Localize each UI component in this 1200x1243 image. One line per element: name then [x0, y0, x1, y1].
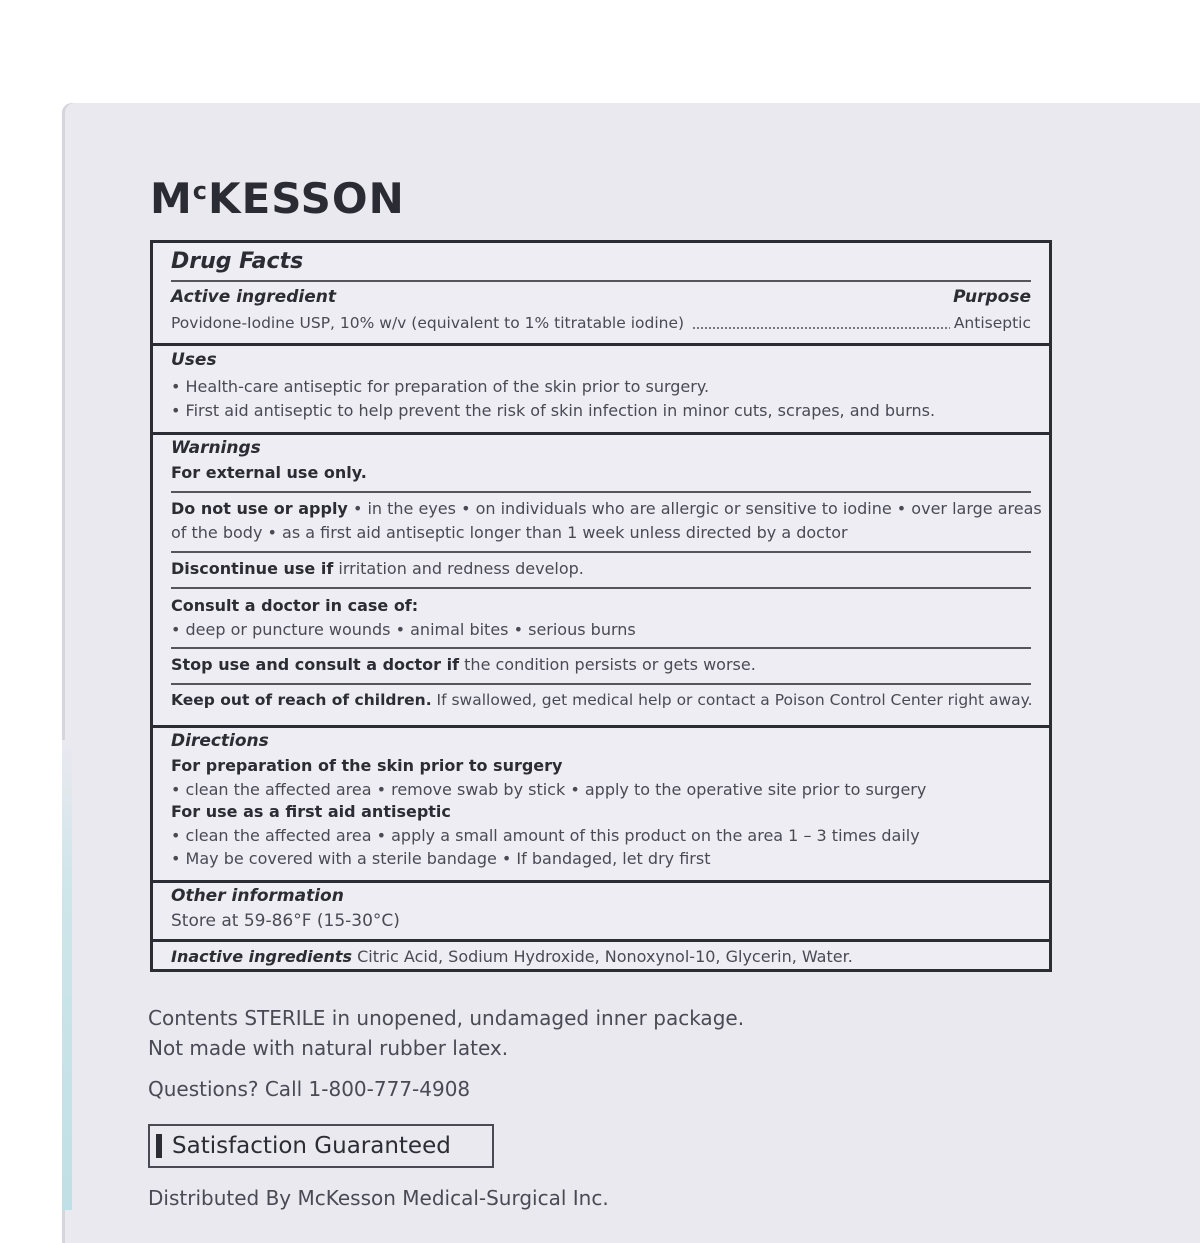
purpose-heading: Purpose [953, 287, 1031, 307]
uses-section [153, 343, 1049, 432]
distributor-text: Distributed By McKesson Medical-Surgical Inc. [148, 1186, 609, 1210]
purpose-text: Antiseptic [950, 314, 1031, 332]
bandage-items: • May be covered with a sterile bandage • If bandaged, let dry first [171, 849, 711, 868]
other-information-heading: Other information [171, 886, 344, 906]
first-aid-heading: For use as a first aid antiseptic [171, 802, 451, 821]
surgery-heading: For preparation of the skin prior to surgery [171, 756, 563, 775]
warnings-section [153, 432, 1049, 725]
inactive-ingredients-line: Inactive ingredients Citric Acid, Sodium Hydroxide, Nonoxynol-10, Glycerin, Water. [171, 947, 853, 966]
directions-section [153, 725, 1049, 880]
active-ingredient-heading: Active ingredient [171, 287, 336, 307]
leader-dots [693, 327, 955, 329]
keep-out-line: Keep out of reach of children. If swallowed, get medical help or contact a Poison Control Center right away. [171, 691, 1033, 709]
uses-item: • First aid antiseptic to help prevent the risk of skin infection in minor cuts, scrapes, and burns. [171, 401, 936, 420]
warnings-heading: Warnings [171, 438, 261, 458]
external-use-text: For external use only. [171, 463, 367, 482]
directions-heading: Directions [171, 731, 269, 751]
satisfaction-badge [148, 1124, 494, 1168]
divider [171, 551, 1031, 553]
drug-facts-title: Drug Facts [171, 249, 304, 274]
active-ingredient-text: Povidone-Iodine USP, 10% w/v (equivalent to 1% titratable iodine) [171, 314, 685, 332]
divider [171, 683, 1031, 685]
uses-item: • Health-care antiseptic for preparation of the skin prior to surgery. [171, 377, 710, 396]
inactive-ingredients-section [153, 939, 1049, 972]
uses-heading: Uses [171, 350, 217, 370]
questions-text: Questions? Call 1-800-777-4908 [148, 1077, 471, 1101]
consult-heading: Consult a doctor in case of: [171, 596, 419, 615]
divider [171, 587, 1031, 589]
satisfaction-label: Satisfaction Guaranteed [172, 1133, 451, 1159]
divider [171, 280, 1031, 282]
stop-use-line: Stop use and consult a doctor if the condition persists or gets worse. [171, 655, 756, 674]
latex-text: Not made with natural rubber latex. [148, 1036, 509, 1060]
do-not-use-line: Do not use or apply • in the eyes • on individuals who are allergic or sensitive to iodine • over large areas [171, 499, 1042, 518]
divider [171, 647, 1031, 649]
badge-bar [156, 1134, 162, 1158]
do-not-use-line-2: of the body • as a first aid antiseptic longer than 1 week unless directed by a doctor [171, 523, 848, 542]
first-aid-items: • clean the affected area • apply a small amount of this product on the area 1 – 3 times daily [171, 826, 920, 845]
brand-logo: $M^cKESSON$ [150, 174, 405, 223]
drug-facts-panel [150, 240, 1052, 972]
consult-items: • deep or puncture wounds • animal bites • serious burns [171, 620, 636, 639]
storage-text: Store at 59-86°F (15-30°C) [171, 911, 400, 931]
discontinue-line: Discontinue use if irritation and redness develop. [171, 559, 584, 578]
surgery-items: • clean the affected area • remove swab by stick • apply to the operative site prior to surgery [171, 780, 927, 799]
divider [171, 491, 1031, 493]
contents-sterile-text: Contents STERILE in unopened, undamaged inner package. [148, 1006, 745, 1030]
package-teal-edge [62, 740, 72, 1210]
other-information-section [153, 880, 1049, 939]
